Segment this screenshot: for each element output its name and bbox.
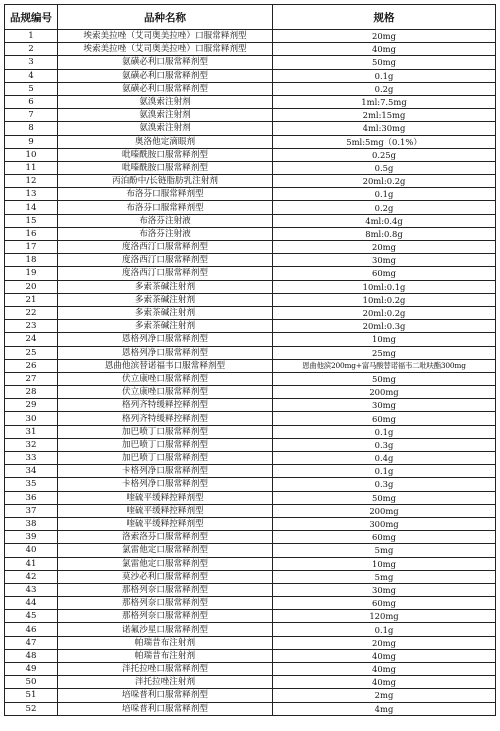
- row-product-name: 多索茶碱注射剂: [58, 293, 273, 306]
- row-product-name: 莫沙必利口服常释剂型: [58, 570, 273, 583]
- row-specification: 0.2g: [273, 82, 496, 95]
- table-row: [5, 372, 496, 385]
- row-spec-number: 36: [5, 491, 58, 504]
- row-spec-number: 43: [5, 583, 58, 596]
- row-spec-number: 14: [5, 201, 58, 214]
- row-spec-number: 16: [5, 227, 58, 240]
- row-specification: 120mg: [273, 610, 496, 623]
- table-row: [5, 56, 496, 69]
- table-row: [5, 333, 496, 346]
- row-product-name: 培哚普利口服常释剂型: [58, 702, 273, 715]
- row-specification: 20mg: [273, 241, 496, 254]
- table-row: [5, 359, 496, 372]
- table-row: [5, 570, 496, 583]
- row-product-name: 泮托拉唑口服常释剂型: [58, 663, 273, 676]
- table-body: [5, 30, 496, 716]
- row-product-name: 喹硫平缓释控释剂型: [58, 517, 273, 530]
- row-product-name: 氨溴索注射剂: [58, 95, 273, 108]
- row-spec-number: 11: [5, 161, 58, 174]
- row-product-name: 加巴喷丁口服常释剂型: [58, 425, 273, 438]
- row-product-name: 埃索美拉唑（艾司奥美拉唑）口服常释剂型: [58, 43, 273, 56]
- table-row: [5, 161, 496, 174]
- row-spec-number: 19: [5, 267, 58, 280]
- row-specification: 20mg: [273, 30, 496, 43]
- row-specification: 50mg: [273, 56, 496, 69]
- table-row: [5, 425, 496, 438]
- row-product-name: 那格列奈口服常释剂型: [58, 610, 273, 623]
- row-product-name: 多索茶碱注射剂: [58, 320, 273, 333]
- row-product-name: 埃索美拉唑（艾司奥美拉唑）口服常释剂型: [58, 30, 273, 43]
- row-specification: 5mg: [273, 544, 496, 557]
- row-spec-number: 41: [5, 557, 58, 570]
- table-row: [5, 254, 496, 267]
- table-row: [5, 504, 496, 517]
- row-spec-number: 33: [5, 452, 58, 465]
- row-spec-number: 34: [5, 465, 58, 478]
- row-spec-number: 4: [5, 69, 58, 82]
- row-specification: 30mg: [273, 399, 496, 412]
- row-specification: 0.1g: [273, 425, 496, 438]
- row-product-name: 恩曲他滨替诺福韦口服常释剂型: [58, 359, 273, 372]
- product-spec-sheet: [4, 4, 495, 716]
- table-row: [5, 452, 496, 465]
- table-header: [5, 5, 496, 30]
- table-row: [5, 689, 496, 702]
- row-product-name: 吡嗪酰胺口服常释剂型: [58, 148, 273, 161]
- row-spec-number: 5: [5, 82, 58, 95]
- row-product-name: 度洛西汀口服常释剂型: [58, 254, 273, 267]
- table-row: [5, 517, 496, 530]
- row-product-name: 布洛芬口服常释剂型: [58, 188, 273, 201]
- row-spec-number: 25: [5, 346, 58, 359]
- row-specification: 40mg: [273, 676, 496, 689]
- row-spec-number: 50: [5, 676, 58, 689]
- table-row: [5, 702, 496, 715]
- table-row: [5, 544, 496, 557]
- row-specification: 4ml:0.4g: [273, 214, 496, 227]
- row-product-name: 那格列奈口服常释剂型: [58, 597, 273, 610]
- row-spec-number: 7: [5, 109, 58, 122]
- row-specification: 20ml:0.2g: [273, 306, 496, 319]
- row-specification: 30mg: [273, 583, 496, 596]
- row-spec-number: 35: [5, 478, 58, 491]
- row-spec-number: 13: [5, 188, 58, 201]
- row-product-name: 度洛西汀口服常释剂型: [58, 241, 273, 254]
- row-specification: 0.1g: [273, 623, 496, 636]
- row-spec-number: 17: [5, 241, 58, 254]
- row-specification: 0.2g: [273, 201, 496, 214]
- table-row: [5, 649, 496, 662]
- table-row: [5, 346, 496, 359]
- table-row: [5, 30, 496, 43]
- row-specification: 10ml:0.2g: [273, 293, 496, 306]
- row-specification: 40mg: [273, 43, 496, 56]
- row-spec-number: 32: [5, 438, 58, 451]
- table-row: [5, 412, 496, 425]
- row-product-name: 布洛芬注射液: [58, 227, 273, 240]
- table-row: [5, 43, 496, 56]
- header-spec-number: 品规编号: [5, 5, 58, 30]
- table-row: [5, 320, 496, 333]
- row-specification: 1ml:7.5mg: [273, 95, 496, 108]
- row-product-name: 氯雷他定口服常释剂型: [58, 544, 273, 557]
- row-specification: 30mg: [273, 254, 496, 267]
- row-spec-number: 38: [5, 517, 58, 530]
- table-row: [5, 676, 496, 689]
- row-spec-number: 18: [5, 254, 58, 267]
- row-specification: 10mg: [273, 333, 496, 346]
- row-specification: 恩曲他滨200mg+富马酸替诺福韦二吡呋酯300mg: [273, 359, 496, 372]
- row-product-name: 氨磺必利口服常释剂型: [58, 69, 273, 82]
- row-product-name: 喹硫平缓释控释剂型: [58, 504, 273, 517]
- table-row: [5, 148, 496, 161]
- row-specification: 60mg: [273, 531, 496, 544]
- row-spec-number: 27: [5, 372, 58, 385]
- row-product-name: 度洛西汀口服常释剂型: [58, 267, 273, 280]
- row-specification: 8ml:0.8g: [273, 227, 496, 240]
- row-spec-number: 46: [5, 623, 58, 636]
- row-product-name: 丙泊酚中/长链脂肪乳注射剂: [58, 175, 273, 188]
- row-product-name: 多索茶碱注射剂: [58, 280, 273, 293]
- row-spec-number: 42: [5, 570, 58, 583]
- table-row: [5, 597, 496, 610]
- row-spec-number: 44: [5, 597, 58, 610]
- row-spec-number: 40: [5, 544, 58, 557]
- row-specification: 60mg: [273, 597, 496, 610]
- row-product-name: 布洛芬口服常释剂型: [58, 201, 273, 214]
- row-specification: 0.1g: [273, 69, 496, 82]
- table-row: [5, 663, 496, 676]
- header-product-name: 品种名称: [58, 5, 273, 30]
- row-specification: 10ml:0.1g: [273, 280, 496, 293]
- table-row: [5, 610, 496, 623]
- row-spec-number: 8: [5, 122, 58, 135]
- row-spec-number: 21: [5, 293, 58, 306]
- table-row: [5, 557, 496, 570]
- table-row: [5, 69, 496, 82]
- table-row: [5, 82, 496, 95]
- row-specification: 2ml:15mg: [273, 109, 496, 122]
- table-row: [5, 280, 496, 293]
- row-specification: 200mg: [273, 386, 496, 399]
- row-spec-number: 31: [5, 425, 58, 438]
- row-specification: 50mg: [273, 372, 496, 385]
- row-specification: 4ml:30mg: [273, 122, 496, 135]
- table-row: [5, 201, 496, 214]
- row-product-name: 恩格列净口服常释剂型: [58, 333, 273, 346]
- table-row: [5, 531, 496, 544]
- row-product-name: 洛索洛芬口服常释剂型: [58, 531, 273, 544]
- row-product-name: 氨溴索注射剂: [58, 122, 273, 135]
- row-spec-number: 47: [5, 636, 58, 649]
- table-row: [5, 465, 496, 478]
- table-row: [5, 241, 496, 254]
- row-product-name: 帕瑞昔布注射剂: [58, 649, 273, 662]
- row-product-name: 氨磺必利口服常释剂型: [58, 82, 273, 95]
- row-specification: 4mg: [273, 702, 496, 715]
- row-spec-number: 28: [5, 386, 58, 399]
- row-specification: 10mg: [273, 557, 496, 570]
- row-product-name: 加巴喷丁口服常释剂型: [58, 438, 273, 451]
- row-product-name: 伏立康唑口服常释剂型: [58, 386, 273, 399]
- row-product-name: 泮托拉唑注射剂: [58, 676, 273, 689]
- row-spec-number: 29: [5, 399, 58, 412]
- row-specification: 300mg: [273, 517, 496, 530]
- row-specification: 0.3g: [273, 478, 496, 491]
- row-product-name: 氨溴索注射剂: [58, 109, 273, 122]
- row-product-name: 卡格列净口服常释剂型: [58, 465, 273, 478]
- table-row: [5, 399, 496, 412]
- row-spec-number: 10: [5, 148, 58, 161]
- row-spec-number: 20: [5, 280, 58, 293]
- row-spec-number: 37: [5, 504, 58, 517]
- row-spec-number: 23: [5, 320, 58, 333]
- row-specification: 0.5g: [273, 161, 496, 174]
- row-product-name: 恩格列净口服常释剂型: [58, 346, 273, 359]
- row-product-name: 伏立康唑口服常释剂型: [58, 372, 273, 385]
- row-specification: 0.25g: [273, 148, 496, 161]
- row-spec-number: 51: [5, 689, 58, 702]
- table-row: [5, 175, 496, 188]
- row-spec-number: 24: [5, 333, 58, 346]
- table-row: [5, 267, 496, 280]
- table-row: [5, 583, 496, 596]
- row-product-name: 诺氟沙星口服常释剂型: [58, 623, 273, 636]
- table-row: [5, 227, 496, 240]
- row-spec-number: 48: [5, 649, 58, 662]
- row-product-name: 奥洛他定滴眼剂: [58, 135, 273, 148]
- row-specification: 5mg: [273, 570, 496, 583]
- row-spec-number: 2: [5, 43, 58, 56]
- table-row: [5, 135, 496, 148]
- row-spec-number: 15: [5, 214, 58, 227]
- row-specification: 40mg: [273, 649, 496, 662]
- table-row: [5, 188, 496, 201]
- row-specification: 60mg: [273, 267, 496, 280]
- row-product-name: 喹硫平缓释控释剂型: [58, 491, 273, 504]
- row-product-name: 布洛芬注射液: [58, 214, 273, 227]
- row-specification: 5ml:5mg（0.1%）: [273, 135, 496, 148]
- row-product-name: 氨磺必利口服常释剂型: [58, 56, 273, 69]
- row-specification: 25mg: [273, 346, 496, 359]
- table-row: [5, 122, 496, 135]
- row-spec-number: 22: [5, 306, 58, 319]
- table-row: [5, 623, 496, 636]
- row-specification: 20ml:0.3g: [273, 320, 496, 333]
- row-specification: 50mg: [273, 491, 496, 504]
- row-product-name: 卡格列净口服常释剂型: [58, 478, 273, 491]
- row-product-name: 那格列奈口服常释剂型: [58, 583, 273, 596]
- row-spec-number: 39: [5, 531, 58, 544]
- row-spec-number: 45: [5, 610, 58, 623]
- row-product-name: 吡嗪酰胺口服常释剂型: [58, 161, 273, 174]
- row-product-name: 加巴喷丁口服常释剂型: [58, 452, 273, 465]
- row-spec-number: 12: [5, 175, 58, 188]
- row-spec-number: 9: [5, 135, 58, 148]
- row-spec-number: 26: [5, 359, 58, 372]
- row-specification: 2mg: [273, 689, 496, 702]
- row-product-name: 格列齐特缓释控释剂型: [58, 399, 273, 412]
- row-specification: 0.1g: [273, 188, 496, 201]
- table-row: [5, 306, 496, 319]
- row-specification: 20mg: [273, 636, 496, 649]
- row-product-name: 氯雷他定口服常释剂型: [58, 557, 273, 570]
- table-row: [5, 386, 496, 399]
- table-row: [5, 438, 496, 451]
- row-specification: 0.4g: [273, 452, 496, 465]
- table-row: [5, 478, 496, 491]
- table-row: [5, 95, 496, 108]
- row-spec-number: 3: [5, 56, 58, 69]
- row-spec-number: 49: [5, 663, 58, 676]
- table-row: [5, 109, 496, 122]
- header-specification: 规格: [273, 5, 496, 30]
- row-spec-number: 6: [5, 95, 58, 108]
- table-row: [5, 491, 496, 504]
- header-row: [5, 5, 496, 30]
- product-spec-table: [4, 4, 496, 716]
- table-row: [5, 293, 496, 306]
- row-product-name: 格列齐特缓释控释剂型: [58, 412, 273, 425]
- row-spec-number: 1: [5, 30, 58, 43]
- row-spec-number: 30: [5, 412, 58, 425]
- row-spec-number: 52: [5, 702, 58, 715]
- table-row: [5, 214, 496, 227]
- row-specification: 20ml:0.2g: [273, 175, 496, 188]
- table-row: [5, 636, 496, 649]
- row-specification: 40mg: [273, 663, 496, 676]
- row-specification: 0.1g: [273, 465, 496, 478]
- row-product-name: 多索茶碱注射剂: [58, 306, 273, 319]
- row-specification: 0.3g: [273, 438, 496, 451]
- row-product-name: 培哚普利口服常释剂型: [58, 689, 273, 702]
- row-product-name: 帕瑞昔布注射剂: [58, 636, 273, 649]
- row-specification: 60mg: [273, 412, 496, 425]
- row-specification: 200mg: [273, 504, 496, 517]
